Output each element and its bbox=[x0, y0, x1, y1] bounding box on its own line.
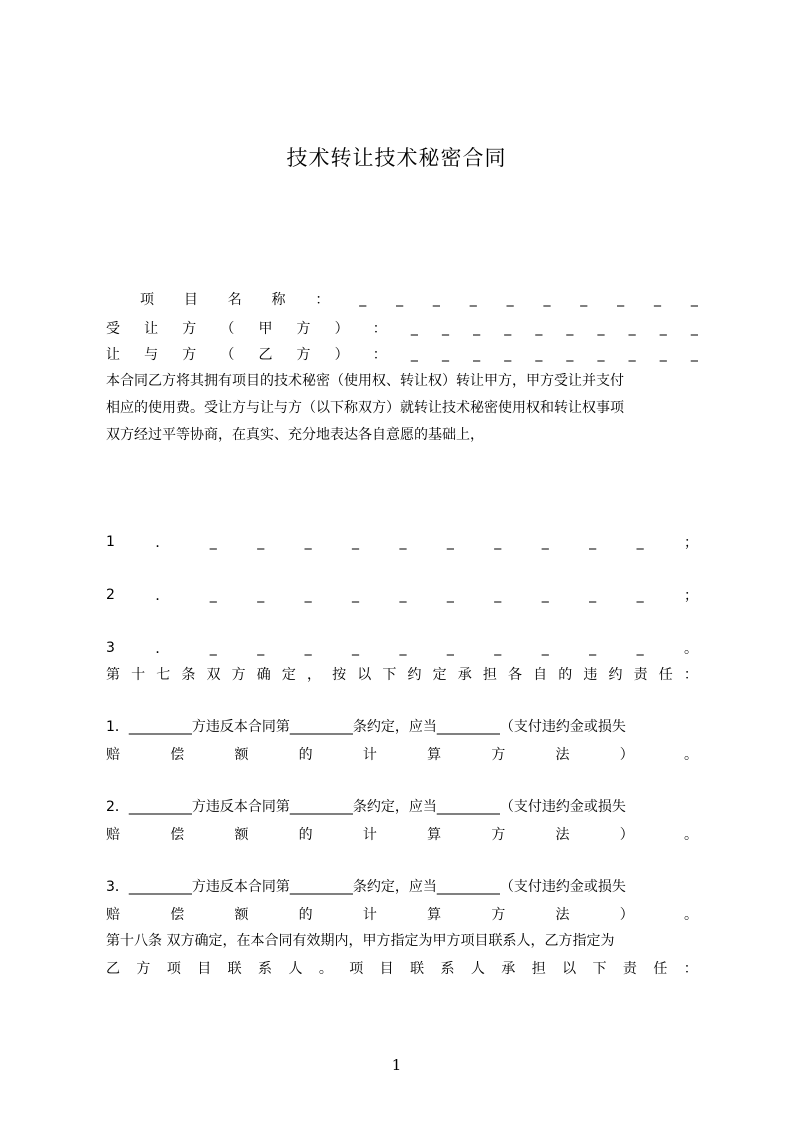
line-char: 。 bbox=[318, 961, 333, 977]
line-char: _ bbox=[399, 587, 407, 603]
line-char: 算 bbox=[427, 747, 442, 763]
line-char: _ bbox=[352, 587, 360, 603]
project-name-line bbox=[140, 288, 698, 310]
line-char: _ bbox=[446, 587, 454, 603]
line-char: _ bbox=[494, 640, 502, 656]
line-char: 。 bbox=[683, 747, 698, 763]
line-char: _ bbox=[441, 320, 449, 336]
line-char: 人 bbox=[470, 961, 485, 977]
line-char: 。 bbox=[683, 907, 698, 923]
line-char: _ bbox=[469, 291, 477, 307]
article-18-cont bbox=[106, 957, 698, 979]
line-char: 让 bbox=[106, 347, 120, 363]
line-char: _ bbox=[535, 346, 543, 362]
line-char: 法 bbox=[555, 907, 570, 923]
line-char: 受 bbox=[106, 321, 120, 337]
line-char: ） bbox=[334, 321, 349, 337]
line-char: _ bbox=[410, 320, 418, 336]
line-char: _ bbox=[636, 587, 644, 603]
line-char: _ bbox=[636, 534, 644, 550]
line-char: _ bbox=[257, 587, 265, 603]
line-char: 方 bbox=[296, 347, 311, 363]
line-char: ： bbox=[683, 667, 698, 683]
line-char: _ bbox=[446, 534, 454, 550]
line-char: 任 bbox=[658, 667, 673, 683]
line-char: _ bbox=[690, 291, 698, 307]
line-char: 担 bbox=[531, 961, 546, 977]
line-char: 额 bbox=[234, 827, 249, 843]
breach-clause-3-cont bbox=[106, 903, 698, 925]
preamble-line: 本合同乙方将其拥有项目的技术秘密（使用权、转让权）转让甲方，甲方受让并支付 bbox=[106, 373, 624, 389]
line-char: _ bbox=[410, 346, 418, 362]
line-char: 以 bbox=[562, 961, 577, 977]
breach-clause-3: 3．_________方违反本合同第_________条约定，应当_________（支付违约金或损失 bbox=[106, 879, 626, 895]
line-char: 系 bbox=[440, 961, 455, 977]
line-char: _ bbox=[541, 587, 549, 603]
line-char: 定 bbox=[432, 667, 447, 683]
line-char: _ bbox=[628, 346, 636, 362]
line-char: 方 bbox=[182, 321, 197, 337]
line-char: 让 bbox=[144, 321, 159, 337]
preamble-line: 相应的使用费。受让方与让与方（以下称双方）就转让技术秘密使用权和转让权事项 bbox=[106, 400, 624, 416]
line-char: 目 bbox=[183, 292, 198, 308]
line-char: 方 bbox=[491, 907, 506, 923]
line-char: （ bbox=[220, 347, 235, 363]
line-char: 乙 bbox=[106, 961, 120, 977]
line-char: 各 bbox=[508, 667, 522, 683]
line-char: _ bbox=[566, 320, 574, 336]
line-char: 联 bbox=[227, 961, 242, 977]
line-char: 的 bbox=[298, 747, 313, 763]
list-item bbox=[106, 584, 698, 606]
line-char: 方 bbox=[491, 827, 506, 843]
line-char: 赔 bbox=[106, 907, 120, 923]
breach-clause-1-cont bbox=[106, 743, 698, 765]
line-char: _ bbox=[504, 320, 512, 336]
line-char: 定 bbox=[281, 667, 296, 683]
line-char: _ bbox=[580, 291, 588, 307]
line-char: ： bbox=[372, 321, 387, 337]
line-char: 人 bbox=[288, 961, 303, 977]
line-char: 名 bbox=[227, 292, 242, 308]
line-char: _ bbox=[359, 291, 367, 307]
list-item bbox=[106, 531, 698, 553]
line-char: 赔 bbox=[106, 747, 120, 763]
line-char: 偿 bbox=[170, 827, 185, 843]
line-char: _ bbox=[535, 320, 543, 336]
line-char: _ bbox=[653, 291, 661, 307]
article-17-heading bbox=[106, 663, 698, 685]
line-char: 。 bbox=[683, 827, 698, 843]
line-char: 计 bbox=[362, 827, 377, 843]
breach-clause-2: 2．_________方违反本合同第_________条约定，应当_________（支付违约金或损失 bbox=[106, 799, 626, 815]
line-char: 系 bbox=[258, 961, 273, 977]
line-char: 七 bbox=[156, 667, 171, 683]
line-char: _ bbox=[209, 534, 217, 550]
line-char: 额 bbox=[234, 747, 249, 763]
line-char: 项 bbox=[166, 961, 181, 977]
line-char: 按 bbox=[332, 667, 347, 683]
breach-clause-1: 1．_________方违反本合同第_________条约定，应当_________（支付违约金或损失 bbox=[106, 719, 626, 735]
line-char: 项 bbox=[349, 961, 364, 977]
line-char: 法 bbox=[555, 747, 570, 763]
line-char: _ bbox=[659, 320, 667, 336]
line-char: _ bbox=[304, 640, 312, 656]
line-char: _ bbox=[589, 640, 597, 656]
line-char: 与 bbox=[144, 347, 159, 363]
line-char: _ bbox=[257, 640, 265, 656]
line-char: _ bbox=[441, 346, 449, 362]
line-char: 算 bbox=[427, 827, 442, 843]
line-char: _ bbox=[352, 534, 360, 550]
line-char: _ bbox=[504, 346, 512, 362]
line-char: _ bbox=[617, 291, 625, 307]
line-char: _ bbox=[628, 320, 636, 336]
line-char: _ bbox=[543, 291, 551, 307]
line-char: 3 bbox=[106, 640, 115, 656]
line-char: 担 bbox=[482, 667, 497, 683]
breach-clause-2-cont bbox=[106, 823, 698, 845]
line-char: 赔 bbox=[106, 827, 120, 843]
line-char: ） bbox=[619, 827, 634, 843]
line-char: ； bbox=[683, 535, 698, 551]
line-char: 方 bbox=[182, 347, 197, 363]
line-char: 方 bbox=[491, 747, 506, 763]
line-char: 偿 bbox=[170, 907, 185, 923]
line-char: _ bbox=[494, 534, 502, 550]
line-char: _ bbox=[257, 534, 265, 550]
line-char: 下 bbox=[592, 961, 607, 977]
line-char: ： bbox=[372, 347, 387, 363]
line-char: 方 bbox=[136, 961, 151, 977]
line-char: _ bbox=[597, 320, 605, 336]
line-char: ， bbox=[307, 667, 321, 683]
preamble-line: 双方经过平等协商，在真实、充分地表达各自意愿的基础上， bbox=[106, 427, 484, 443]
line-char: 违 bbox=[583, 667, 598, 683]
line-char: _ bbox=[659, 346, 667, 362]
line-char: 条 bbox=[181, 667, 196, 683]
line-char: 承 bbox=[501, 961, 516, 977]
line-char: 2 bbox=[106, 587, 115, 603]
line-char: 目 bbox=[197, 961, 212, 977]
line-char: 任 bbox=[653, 961, 668, 977]
line-char: 的 bbox=[298, 827, 313, 843]
line-char: 的 bbox=[558, 667, 573, 683]
list-item bbox=[106, 637, 698, 659]
line-char: 1 bbox=[106, 534, 115, 550]
line-char: _ bbox=[209, 640, 217, 656]
line-char: _ bbox=[589, 587, 597, 603]
line-char: _ bbox=[690, 320, 698, 336]
line-char: _ bbox=[589, 534, 597, 550]
line-char: ） bbox=[334, 347, 349, 363]
line-char: ： bbox=[683, 961, 698, 977]
line-char: 目 bbox=[379, 961, 394, 977]
line-char: 以 bbox=[357, 667, 372, 683]
line-char: _ bbox=[399, 640, 407, 656]
line-char: 责 bbox=[633, 667, 648, 683]
line-char: 第 bbox=[106, 667, 120, 683]
line-char: ． bbox=[155, 588, 170, 604]
line-char: ） bbox=[619, 907, 634, 923]
line-char: 责 bbox=[622, 961, 637, 977]
line-char: _ bbox=[446, 640, 454, 656]
line-char: 额 bbox=[234, 907, 249, 923]
line-char: _ bbox=[494, 587, 502, 603]
article-18-line: 第十八条 双方确定，在本合同有效期内，甲方指定为甲方项目联系人，乙方指定为 bbox=[106, 933, 615, 949]
line-char: _ bbox=[541, 640, 549, 656]
line-char: 项 bbox=[140, 292, 154, 308]
line-char: ： bbox=[315, 292, 330, 308]
line-char: _ bbox=[304, 587, 312, 603]
party-b-line bbox=[106, 343, 698, 365]
line-char: 。 bbox=[683, 641, 698, 657]
line-char: 下 bbox=[382, 667, 397, 683]
document-title: 技术转让技术秘密合同 bbox=[286, 146, 507, 170]
line-char: _ bbox=[506, 291, 514, 307]
line-char: 方 bbox=[296, 321, 311, 337]
line-char: 联 bbox=[410, 961, 425, 977]
line-char: _ bbox=[541, 534, 549, 550]
line-char: _ bbox=[304, 534, 312, 550]
line-char: _ bbox=[473, 320, 481, 336]
line-char: _ bbox=[399, 534, 407, 550]
line-char: _ bbox=[209, 587, 217, 603]
line-char: 甲 bbox=[258, 321, 273, 337]
line-char: ； bbox=[683, 588, 698, 604]
line-char: _ bbox=[432, 291, 440, 307]
line-char: （ bbox=[220, 321, 235, 337]
line-char: ． bbox=[155, 535, 170, 551]
line-char: 称 bbox=[271, 292, 286, 308]
line-char: 偿 bbox=[170, 747, 185, 763]
page-number: 1 bbox=[391, 1056, 402, 1074]
line-char: 算 bbox=[427, 907, 442, 923]
line-char: 十 bbox=[131, 667, 146, 683]
line-char: _ bbox=[690, 346, 698, 362]
line-char: ． bbox=[155, 641, 170, 657]
line-char: 的 bbox=[298, 907, 313, 923]
line-char: 法 bbox=[555, 827, 570, 843]
line-char: _ bbox=[396, 291, 404, 307]
line-char: 约 bbox=[407, 667, 422, 683]
line-char: 方 bbox=[231, 667, 246, 683]
line-char: 乙 bbox=[258, 347, 273, 363]
line-char: 双 bbox=[206, 667, 221, 683]
line-char: _ bbox=[566, 346, 574, 362]
party-a-line bbox=[106, 317, 698, 339]
line-char: ） bbox=[619, 747, 634, 763]
line-char: _ bbox=[473, 346, 481, 362]
line-char: 计 bbox=[362, 747, 377, 763]
line-char: 承 bbox=[457, 667, 472, 683]
line-char: 确 bbox=[256, 667, 271, 683]
line-char: _ bbox=[352, 640, 360, 656]
line-char: 约 bbox=[608, 667, 623, 683]
line-char: 自 bbox=[533, 667, 548, 683]
line-char: _ bbox=[597, 346, 605, 362]
line-char: 计 bbox=[362, 907, 377, 923]
line-char: _ bbox=[636, 640, 644, 656]
